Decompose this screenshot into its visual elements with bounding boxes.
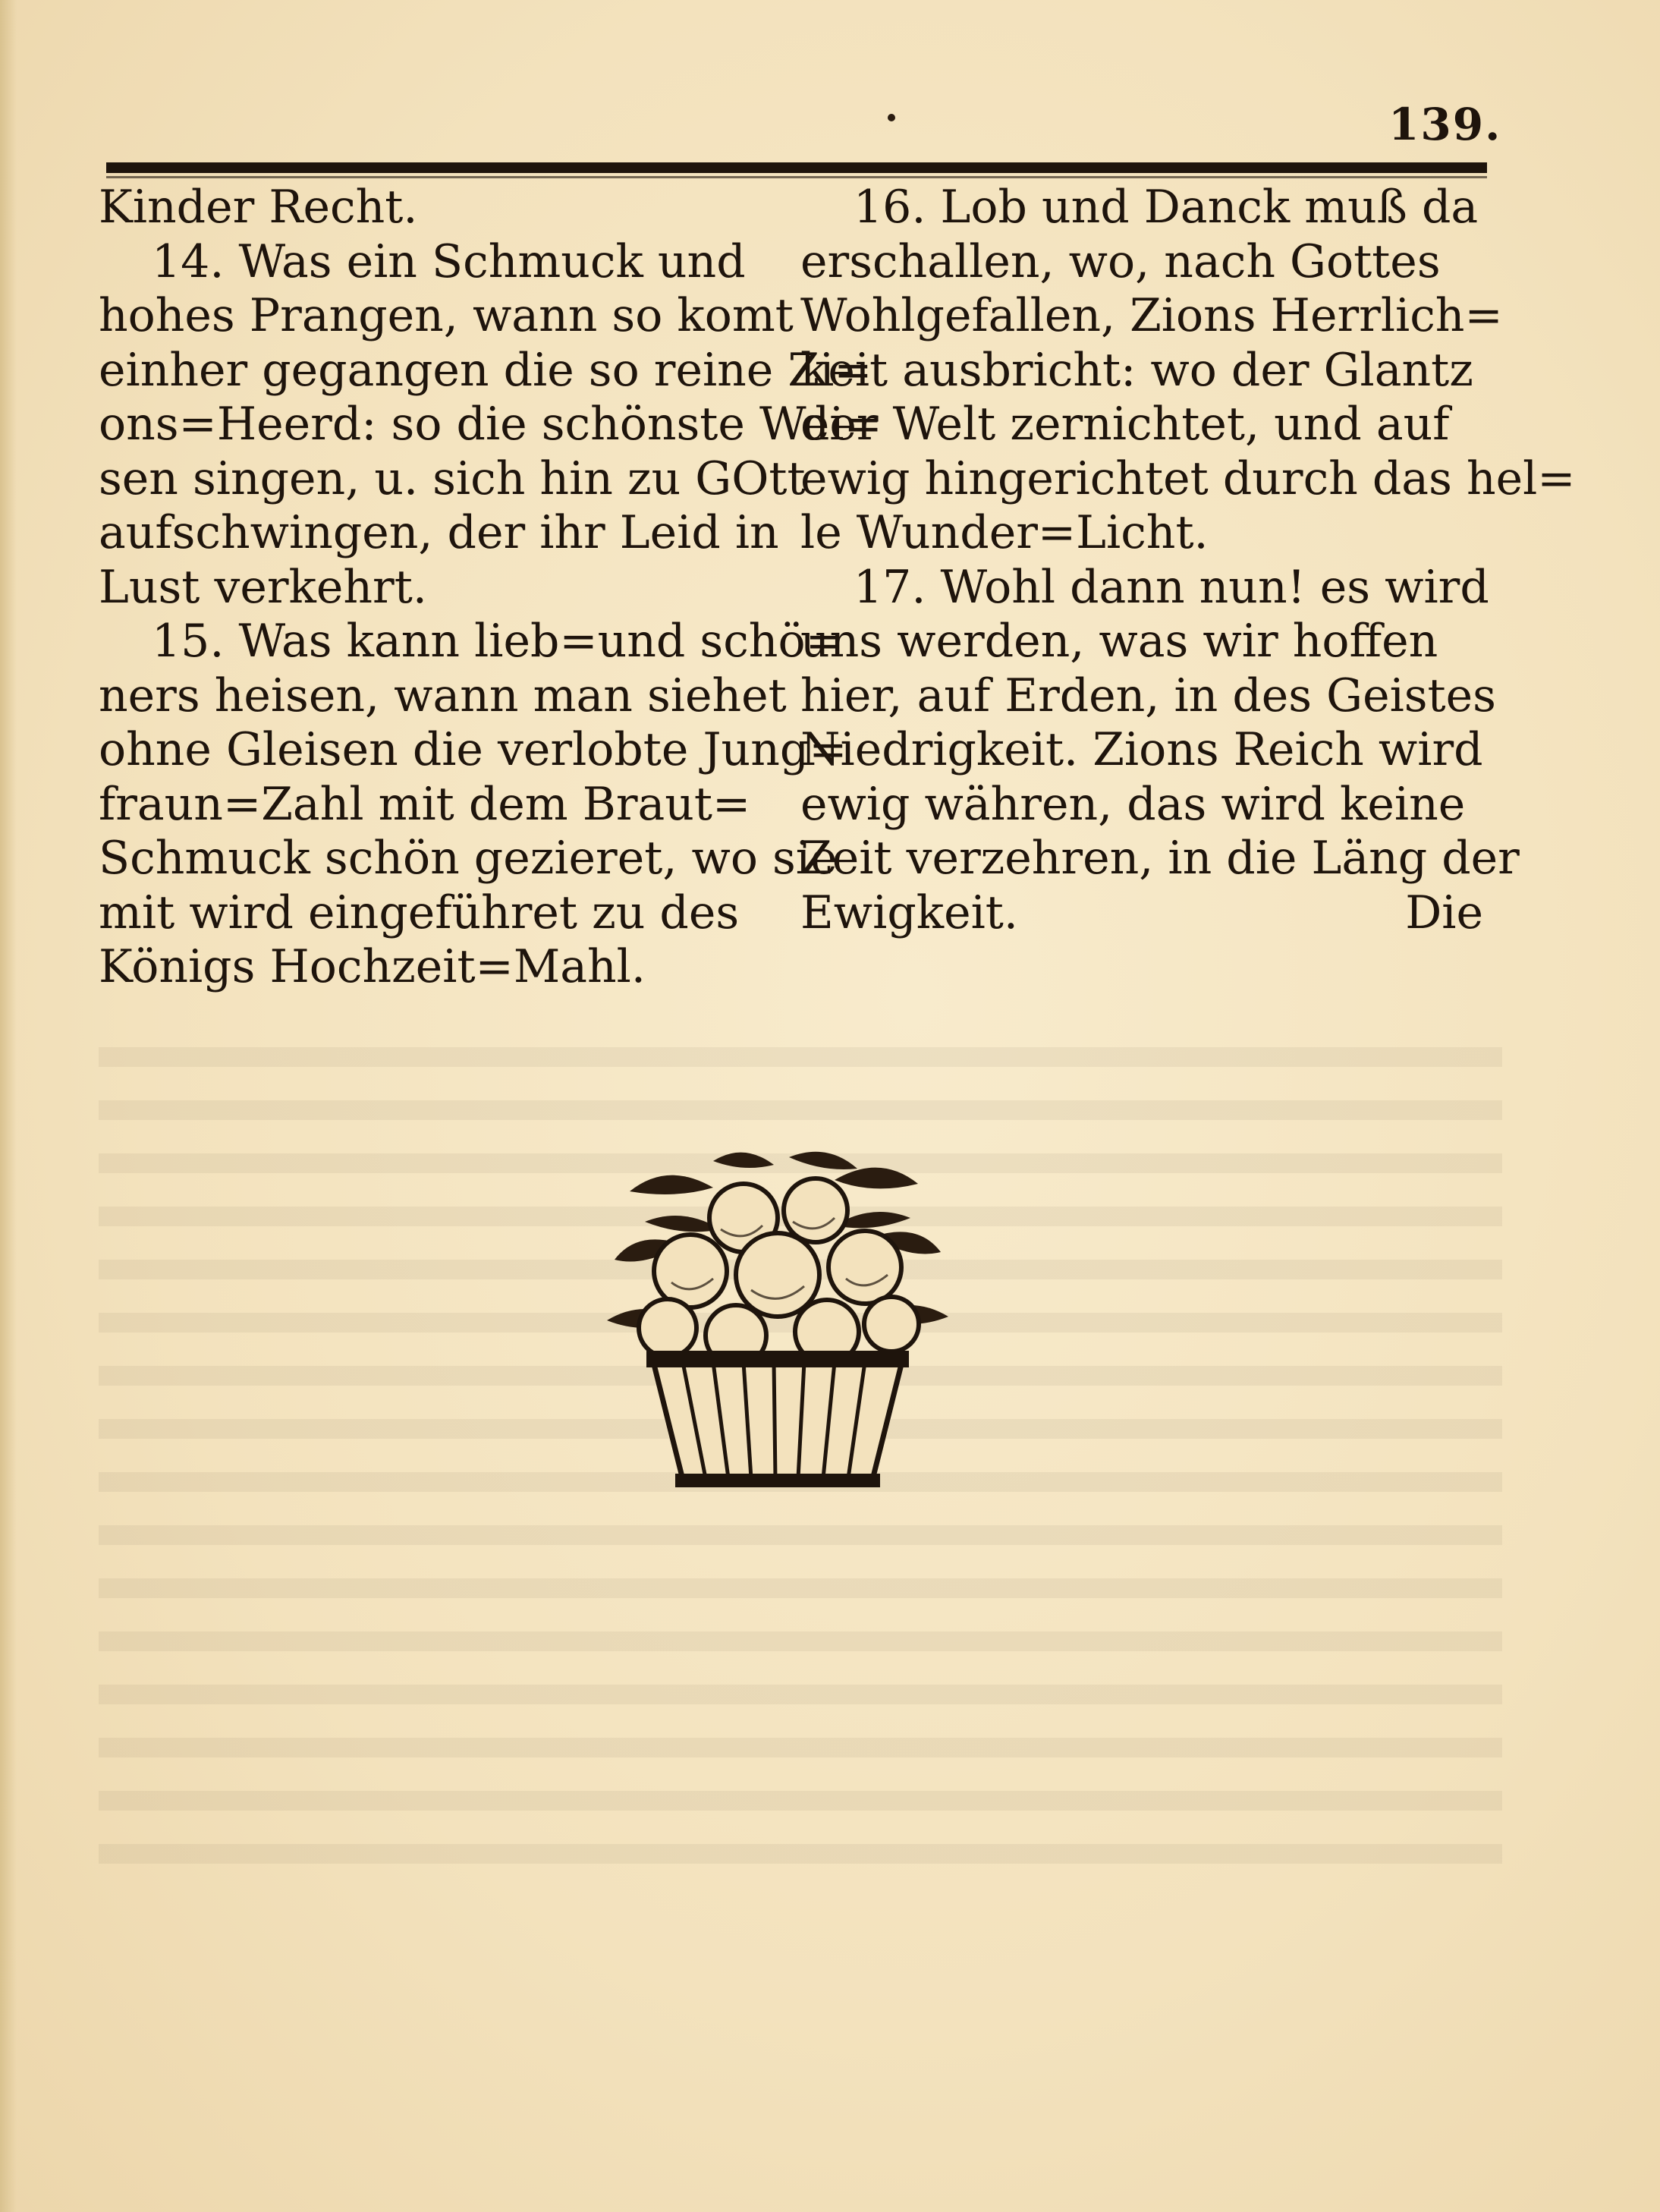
text-line: Wohlgefallen, Zions Herrlich= [800,289,1503,342]
text-line: fraun=Zahl mit dem Braut= [99,777,751,831]
text-line: ohne Gleisen die verlobte Jung= [99,723,847,776]
text-line: der Welt zernichtet, und auf [800,398,1450,451]
text-line: sen singen, u. sich hin zu GOtt [99,452,806,505]
text-line: Ewigkeit. Die [800,886,1483,939]
right-column [800,181,1576,940]
text-line: einher gegangen die so reine Zi= [99,343,872,397]
printer-dot [888,114,895,121]
text-line: erschallen, wo, nach Gottes [800,234,1441,288]
fruit-basket-vignette [599,1146,956,1495]
text-line: le Wunder=Licht. [800,506,1209,559]
left-column [99,181,882,995]
text-line: Schmuck schön gezieret, wo sie [99,832,838,885]
header-rule [106,162,1487,173]
text-line: ners heisen, wann man siehet [99,669,787,722]
text-line: Zeit verzehren, in die Läng der [800,832,1520,885]
text-line: aufschwingen, der ihr Leid in [99,506,779,559]
text-line: mit wird eingeführet zu des [99,886,740,939]
text-line: 14. Was ein Schmuck und [152,234,746,288]
text-line: ons=Heerd: so die schönste Wei= [99,398,882,451]
text-line: ewig hingerichtet durch das hel= [800,452,1576,505]
page-number: 139. [1388,99,1502,150]
text-line: 16. Lob und Danck muß da [854,181,1479,234]
text-line: hohes Prangen, wann so komt [99,289,794,342]
text-line: hier, auf Erden, in des Geistes [800,669,1496,722]
page-gutter-shadow [0,0,17,2212]
text-line: ewig währen, das wird keine [800,777,1466,831]
text-line: Lust verkehrt. [99,560,427,614]
text-line: keit ausbricht: wo der Glantz [800,343,1473,397]
text-line: Kinder Recht. [99,181,418,234]
catchword: Die [1405,886,1483,939]
text-line: Niedrigkeit. Zions Reich wird [800,723,1483,776]
text-line: uns werden, was wir hoffen [800,615,1438,668]
text-line: 15. Was kann lieb=und schö= [152,615,844,668]
text-line: Königs Hochzeit=Mahl. [99,940,646,993]
text-line: 17. Wohl dann nun! es wird [854,560,1489,614]
